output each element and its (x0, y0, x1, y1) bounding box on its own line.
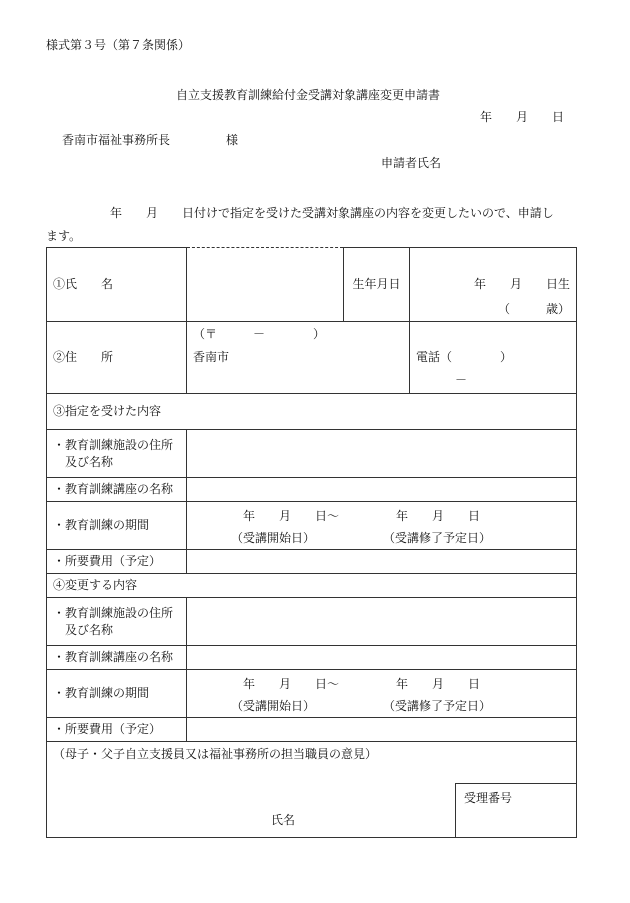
phone-dash: － (455, 373, 468, 387)
dob-field[interactable] (410, 248, 577, 322)
opinion-field[interactable] (47, 742, 577, 838)
row-address (47, 322, 577, 394)
s4-period-field[interactable]: 年 月 日～ 年 月 日 （受講開始日） （受講修了予定日） (187, 670, 577, 718)
row-section3-title (47, 394, 577, 430)
name-field[interactable] (187, 248, 344, 322)
form-number: 様式第３号（第７条関係） (46, 38, 191, 52)
section4-title: ④変更する内容 (47, 574, 577, 598)
dob-value: 年 月 日生 (473, 277, 570, 291)
address-city: 香南市 (193, 350, 230, 364)
s3-course-label: ・教育訓練講座の名称 (47, 478, 187, 502)
dob-label: 生年月日 (344, 248, 410, 322)
s3-cost-label: ・所要費用（予定） (47, 550, 187, 574)
row-name (47, 248, 577, 322)
s3-period-field[interactable]: 年 月 日～ 年 月 日 （受講開始日） （受講修了予定日） (187, 502, 577, 550)
row-opinion (47, 742, 577, 838)
applicant-name-label: 申請者氏名 (381, 156, 442, 170)
phone-field[interactable] (410, 322, 577, 394)
age-value: （ 歳） (497, 302, 570, 316)
s3-cost-field[interactable] (187, 550, 577, 574)
s4-course-field[interactable] (187, 646, 577, 670)
name-label: ①氏 名 (47, 248, 187, 322)
intro-text-line1: 年 月 日付けで指定を受けた受講対象講座の内容を変更したいので、申請し (110, 206, 554, 220)
addressee-honorific: 様 (226, 133, 239, 147)
s4-facility-label: ・教育訓練施設の住所 及び名称 (47, 598, 187, 646)
s4-facility-field[interactable] (187, 598, 577, 646)
s4-course-label: ・教育訓練講座の名称 (47, 646, 187, 670)
addressee: 香南市福祉事務所長 (62, 133, 171, 147)
address-label: ②住 所 (47, 322, 187, 394)
intro-text-line2: ます。 (46, 229, 82, 243)
s4-cost-field[interactable] (187, 718, 577, 742)
phone-label: 電話（ ） (416, 350, 513, 364)
receipt-number-box[interactable] (455, 783, 577, 838)
opinion-title: （母子・父子自立支援員又は福祉事務所の担当職員の意見） (53, 747, 378, 761)
row-section4-title (47, 574, 577, 598)
address-field[interactable] (187, 322, 410, 394)
postal-code: （〒 － ） (193, 327, 326, 341)
s3-facility-label: ・教育訓練施設の住所 及び名称 (47, 430, 187, 478)
s3-period-label: ・教育訓練の期間 (47, 502, 187, 550)
s4-cost-label: ・所要費用（予定） (47, 718, 187, 742)
submission-date: 年 月 日 (480, 110, 565, 124)
application-form-table (46, 247, 577, 838)
receipt-number-label: 受理番号 (464, 791, 513, 805)
document-title: 自立支援教育訓練給付金受講対象講座変更申請書 (176, 88, 441, 102)
section3-title: ③指定を受けた内容 (47, 394, 577, 430)
s4-period-label: ・教育訓練の期間 (47, 670, 187, 718)
s3-course-field[interactable] (187, 478, 577, 502)
opinion-name-label: 氏名 (271, 813, 296, 827)
s3-facility-field[interactable] (187, 430, 577, 478)
